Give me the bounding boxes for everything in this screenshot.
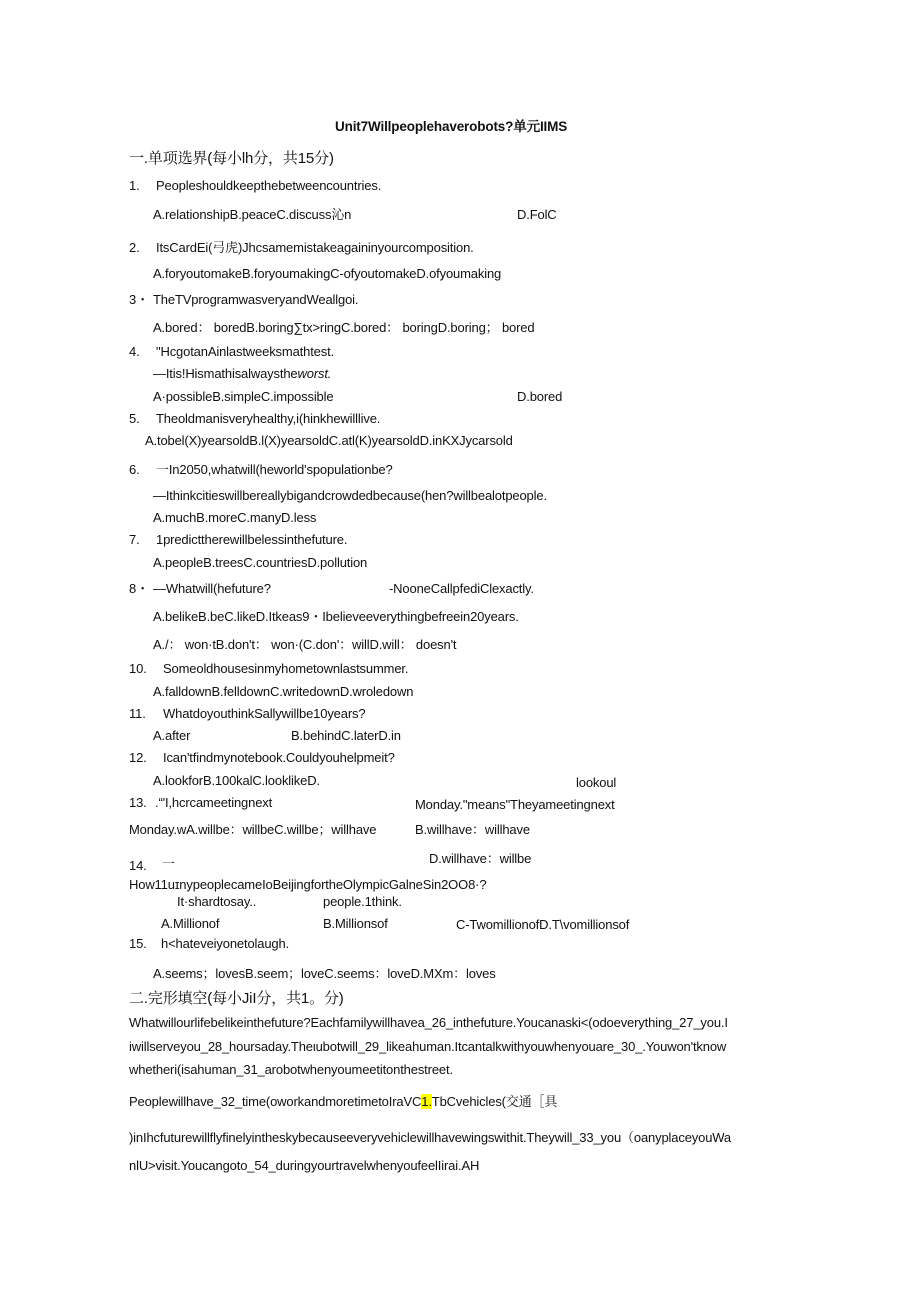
question-text: -NooneCallpfediClexactly. xyxy=(389,581,534,596)
question-number: 12. xyxy=(129,750,147,765)
question-options: A.muchB.moreC.manyD.less xyxy=(153,510,317,525)
question-options: A.falldownB.felldownC.writedownD.wroledown xyxy=(153,684,414,699)
passage-line: Peoplewillhave_32_time(oworkandmoretimetoIraVC1.TbCvehicles(交通［具 xyxy=(129,1094,558,1109)
question-dialogue-line: —Ithinkcitieswillbereallybigandcrowdedbecause(hen?willbealotpeople. xyxy=(153,488,547,503)
question-number: 6. xyxy=(129,462,140,477)
question-number: 3・ xyxy=(129,292,149,307)
highlighted-text: 1. xyxy=(421,1094,432,1109)
question-text: TheTVprogramwasveryandWeallgoi. xyxy=(153,292,359,307)
question-text: ItsCardEi(弓虎)Jhcsamemistakeagaininyourcomposition. xyxy=(156,240,474,255)
section-heading-multiple-choice: 一.单项选界(每小lh分，共15分) xyxy=(129,150,334,167)
question-options: D.bored xyxy=(517,389,563,404)
question-number: 14. xyxy=(129,858,147,873)
question-text: 1predicttherewillbelessinthefuture. xyxy=(156,532,348,547)
question-options: A./： won·tB.don't： won·(C.don'：willD.will： doesn't xyxy=(153,637,457,652)
question-text: .“'I,hcrcameetingnext xyxy=(155,795,273,810)
question-options: A.tobel(X)yearsoldB.l(X)yearsoldC.atl(K)yearsoldD.inKXJycarsold xyxy=(145,433,513,448)
question-text: Monday."means"Theyameetingnext xyxy=(415,797,615,812)
question-number: 5. xyxy=(129,411,140,426)
question-text: WhatdoyouthinkSallywillbe10years? xyxy=(163,706,366,721)
question-options: A.seems；lovesB.seem；loveC.seems：loveD.MXm：loves xyxy=(153,966,496,981)
passage-line: iwillserveyou_28_hoursaday.Theιubotwill_29_likeahuman.Itcantalkwithyouwhenyouare_30_.Youwon'tknow xyxy=(129,1039,727,1054)
question-options: C-TwomillionofD.T\vomillionsof xyxy=(456,917,630,932)
question-text: —Whatwill(hefuture? xyxy=(153,581,271,596)
passage-line: Whatwillourlifebelikeinthefuture?Eachfamilywillhavea_26_inthefuture.Youcanaski<(odoeverything_27_you.I xyxy=(129,1015,728,1030)
question-dialogue-line: —Itis!Hismathisalwaystheworst. xyxy=(153,366,332,381)
question-text: Someoldhousesinmyhometownlastsummer. xyxy=(163,661,409,676)
question-number: 13. xyxy=(129,795,147,810)
question-options: A.after xyxy=(153,728,191,743)
question-options: A.bored： boredB.boring∑tx>ringC.bored： boringD.boring； bored xyxy=(153,320,535,335)
question-options: D.FolC xyxy=(517,207,557,222)
passage-line: whetheri(isahuman_31_arobotwhenyoumeetitonthestreet. xyxy=(129,1062,453,1077)
question-options: B.willhave：willhave xyxy=(415,822,530,837)
question-options: A.peopleB.treesC.countriesD.pollution xyxy=(153,555,368,570)
question-number: 15. xyxy=(129,936,147,951)
question-text: How11uɪnypeoplecameIoBeijingfortheOlympicGalneSin2OO8·? xyxy=(129,877,487,892)
question-options: B.behindC.laterD.in xyxy=(291,728,401,743)
question-text: 一In2050,whatwill(heworld'spopulationbe? xyxy=(156,462,393,477)
question-options: A.Millionof xyxy=(161,916,220,931)
question-options: Monday.wA.willbe：willbeC.willbe；willhave xyxy=(129,822,377,837)
question-number: 7. xyxy=(129,532,140,547)
question-number: 1. xyxy=(129,178,140,193)
question-options: A·possibleB.simpleC.impossible xyxy=(153,389,334,404)
question-number: 11. xyxy=(129,706,146,721)
question-number: 8・ xyxy=(129,581,149,596)
question-options: D.willhave：willbe xyxy=(429,851,532,866)
question-options: B.Millionsof xyxy=(323,916,388,931)
question-number: 2. xyxy=(129,240,140,255)
question-options: A.belikeB.beC.likeD.Itkeas9・Ibelieveeverythingbefreein20years. xyxy=(153,609,519,624)
passage-line: )inIhcfuturewillflyfinelyintheskybecauseeveryvehiclewillhavewingswithit.Theywill_33_you（oanyplaceyouWa xyxy=(129,1130,732,1145)
question-options: A.relationshipB.peaceC.discuss沁n xyxy=(153,207,352,222)
question-options: lookoul xyxy=(576,775,617,790)
section-heading-cloze: 二.完形填空(每小JiI分，共1。分) xyxy=(129,990,344,1007)
question-text: "HcgotanAinlastweeksmathtest. xyxy=(156,344,335,359)
passage-line: nlU>visit.Youcangoto_54_duringyourtravelwhenyoufeelIirai.AH xyxy=(129,1158,480,1173)
question-dialogue-line: people.1think. xyxy=(323,894,402,909)
question-text: Peopleshouldkeepthebetweencountries. xyxy=(156,178,382,193)
page-title: Unit7Willpeoplehaverobots?单元IIMS xyxy=(335,119,568,134)
question-text: Theoldmanisveryhealthy,i(hinkhewilllive. xyxy=(156,411,381,426)
question-options: A.lookforB.100kalC.looklikeD. xyxy=(153,773,320,788)
question-text: Ican'tfindmynotebook.Couldyouhelpmeit? xyxy=(163,750,395,765)
question-number: 4. xyxy=(129,344,140,359)
question-options: A.foryoutomakeB.foryoumakingC-ofyoutomakeD.ofyoumaking xyxy=(153,266,502,281)
question-text: h<hateveiyonetolaugh. xyxy=(161,936,290,951)
question-dialogue-line: It·shardtosay.. xyxy=(177,894,257,909)
question-number: 10. xyxy=(129,661,147,676)
question-dash: 一 xyxy=(162,856,175,871)
